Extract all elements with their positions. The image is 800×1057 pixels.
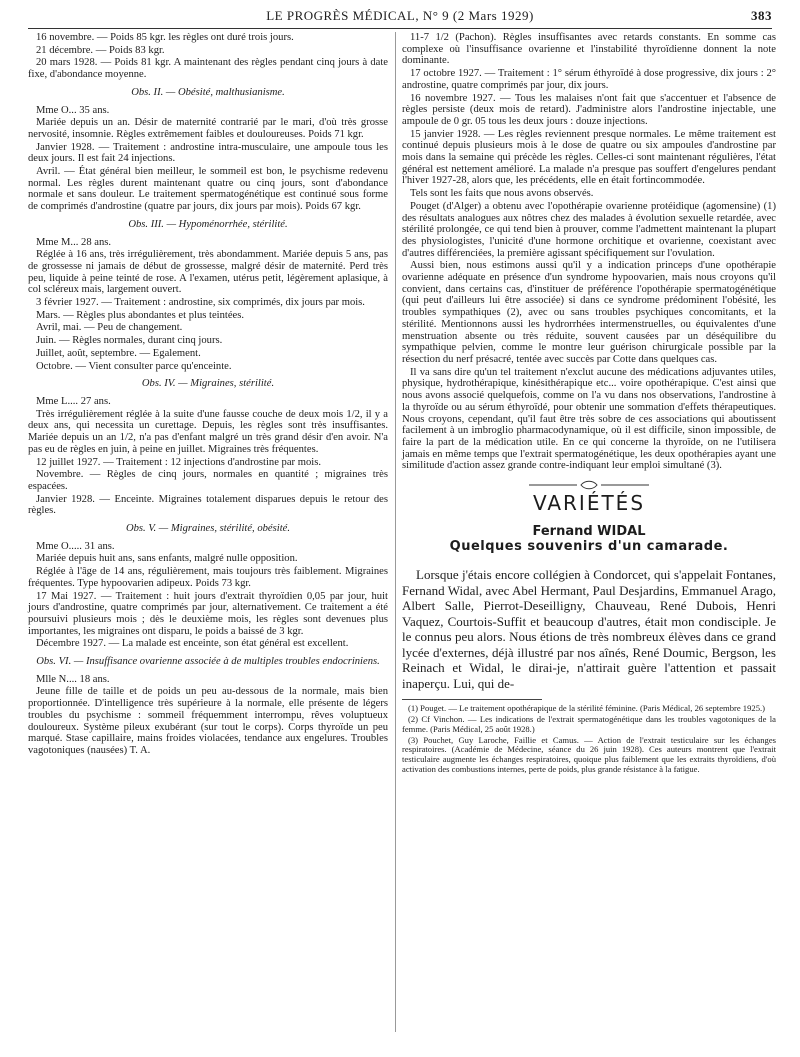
paragraph: 17 Mai 1927. — Traitement : huit jours d'extrait thyroïdien 0,05 par jour, huit jours d'androstine, quatre comprimés par jour, alternativement. Ce traitement a été poursuivi plusieurs mois ; dès le deuxième mois, les règles sont devenues plus importantes, les migraines ont disparu, le poids a baissé de 3 kgr.	[28, 590, 388, 637]
observation-heading: Obs. II. — Obésité, malthusianisme.	[131, 86, 285, 98]
page-number: 383	[751, 8, 772, 23]
paragraph: 11-7 1/2 (Pachon). Règles insuffisantes avec retards constants. En somme cas complexe où l'insuffisance ovarienne et l'instabilité thyroïdienne donnent la note dominante.	[402, 32, 776, 67]
paragraph: 20 mars 1928. — Poids 81 kgr. A maintenant des règles pendant cinq jours à date fixe, d'abondance moyenne.	[28, 57, 388, 81]
right-column	[402, 32, 776, 776]
article-author: Fernand WIDAL	[532, 523, 646, 539]
paragraph: Mme L.... 27 ans.	[36, 395, 111, 407]
section-title: VARIÉTÉS	[532, 491, 646, 516]
paragraph: Avril. — État général bien meilleur, le sommeil est bon, le psychisme redevenu normal. Les règles durent maintenant quatre ou cinq jours, sont d'abondance normale et sans douleur. Le traitement spermatogénétique est continué sous forme de comprimés d'androstine (quatre par jours, dix jours par mois). Poids 67 kgr.	[28, 166, 388, 213]
paragraph: 21 décembre. — Poids 83 kgr.	[36, 44, 165, 56]
paragraph: 12 juillet 1927. — Traitement : 12 injections d'androstine par mois.	[36, 456, 321, 468]
right-column-text	[402, 32, 776, 472]
paragraph: 16 novembre 1927. — Tous les malaises n'ont fait que s'accentuer et l'absence de règles persiste (deux mois de retard). J'administre alors l'androstine injectable, une ampoule de 0 gr. 05 tous les deux jours : douze injections.	[402, 92, 776, 127]
paragraph: Mme O... 35 ans.	[36, 104, 110, 116]
article-paragraph: Lorsque j'étais encore collégien à Condorcet, qui s'appelait Fontanes, Fernand Widal, avec Abel Hermant, Paul Desjardins, Emmanuel Arago, Albert Salle, Pierrot-Deseilligny, Chauveau, René Dubois, Henri Vaquez, Courtois-Suffit et beaucoup d'autres, était mon condisciple. Je le connus peu alors. Nous étions de très nombreux élèves dans ce grand lycée d'externes, déjà illustré par nos aînés, René Doumic, Bergson, les Reinach et Widal, le dirai-je, n'attirait guère l'attention et passait inaperçu. Lui, qui de-	[402, 567, 776, 691]
paragraph: Mlle N.... 18 ans.	[36, 673, 110, 685]
paragraph: Aussi bien, nous estimons aussi qu'il y a indication princeps d'une opothérapie ovarienne adéquate en présence d'un syndrome hypoovarien, mais nous croyons qu'il convient, dans certains cas, d'instituer de préférence l'opothérapie spermatogénétique (qui peut d'ailleurs lui être associée) si dans ce syndrome prédominent l'obésité, les troubles sympathiques (2), avec ou sans troubles psychiques concomitants, et la stérilité. Mentionnons aussi les hydrorrhées intermenstruelles, ou équivalentes d'une menstruation absente ou très réduite, souvent causées par un déséquilibre du sympathique pelvien, comme le montre leur guérison chirurgicale possible par la résection du nerf présacré, tentée avec succès par Cotte dans quelques cas.	[402, 260, 776, 365]
section-separator	[402, 480, 776, 490]
footnotes	[402, 704, 776, 775]
paragraph: Mariée depuis huit ans, sans enfants, malgré nulle opposition.	[36, 553, 298, 565]
column-divider	[395, 32, 396, 1032]
paragraph: Il va sans dire qu'un tel traitement n'exclut aucune des médications adjuvantes utiles, physique, hydrothérapique, kinésithérapique etc... voire opothérapique. C'est ainsi que nous avons associé quelquefois, comme on l'a vu dans nos observations, l'androstine à la thyroïde ou au sérum éthyroïdé, pour obtenir une sommation d'effets thérapeutiques. Nous croyons, cependant, qu'il faut être très sobre de ces associations qui aboutissent facilement à un imbroglio pharmacodynamique, où il est difficile, sinon impossible, de faire la part de la médication utile. En ce qui concerne la thyroïde, on ne l'utilisera jamais en même temps que l'extrait spermatogénétique, les deux opothérapies ayant une similitude d'action assez grande contre-indiquant leur emploi simultané (3).	[402, 366, 776, 472]
footnote: (3) Pouchet, Guy Laroche, Faillie et Camus. — Action de l'extrait testiculaire sur les échanges respiratoires. (Académie de Médecine, séance du 26 juin 1928). Ces auteurs montrent que l'extrait testiculaire augmente les échanges respiratoires, quoique plus faiblement que les extraits thyroïdiens, d'où activation des combustions internes, perte de poids, plus grande résistance à la fatigue.	[402, 734, 776, 774]
paragraph: Tels sont les faits que nous avons observés.	[410, 188, 594, 200]
journal-title: LE PROGRÈS MÉDICAL, N° 9 (2 Mars 1929)	[266, 8, 534, 23]
paragraph: 15 janvier 1928. — Les règles reviennent presque normales. Le même traitement est continué depuis plusieurs mois à le dose de quatre ou six ampoules d'androstine par mois dans la semaine qui précède les règles. Celles-ci sont maintenant régulières, l'état général est nettement amélioré. La malade n'a presque pas souffert d'engelures pendant l'hiver 1927-28, alors que, les précédents, elle en était fortincommodée.	[402, 128, 776, 187]
paragraph: Réglée à 16 ans, très irrégulièrement, très abondamment. Mariée depuis 5 ans, pas de grossesse ni jamais de début de grossesse, malgré désir de maternité. Perd très peu, liquide à peine teinté de rose. A l'examen, utérus petit, légèrement aplasique, à col scléreux mais, largement ouvert.	[28, 249, 388, 296]
footnote: (1) Pouget. — Le traitement opothérapique de la stérilité féminine. (Paris Médical, 26 septembre 1925.)	[408, 703, 766, 714]
paragraph: Janvier 1928. — Enceinte. Migraines totalement disparues depuis le retour des règles.	[28, 493, 388, 517]
header-rule	[28, 28, 772, 29]
paragraph: Juillet, août, septembre. — Egalement.	[36, 347, 201, 359]
observation-heading: Obs. III. — Hypoménorrhée, stérilité.	[128, 218, 288, 230]
paragraph: Octobre. — Vient consulter parce qu'enceinte.	[36, 360, 232, 372]
paragraph: Novembre. — Règles de cinq jours, normales en quantité ; migraines très espacées.	[28, 469, 388, 492]
paragraph: Très irrégulièrement réglée à la suite d'une fausse couche de deux mois 1/2, il y a deux ans, qui necessita un curettage. Depuis, les règles sont très insuffisantes. Mariée depuis un an 1/2, n'a pas d'enfant malgré un très grand désir d'en avoir. N'a pas eu de règles en juin, à peine en juillet. Migraines très fréquentes.	[28, 408, 388, 455]
article-body	[402, 567, 776, 691]
paragraph: Juin. — Règles normales, durant cinq jours.	[36, 335, 223, 347]
paragraph: Avril, mai. — Peu de changement.	[36, 322, 183, 334]
paragraph: Mme O..... 31 ans.	[36, 540, 115, 552]
paragraph: Jeune fille de taille et de poids un peu au-dessous de la normale, mais bien proportionnée. D'intelligence très supérieure à la normale, elle présente de légers troubles du psychisme : sommeil fréquemment interrompu, rêves voluptueux douloureux. Système pileux exubérant (sur tout le corps). Corps thyroïde un peu marqué. Stase capillaire, mains froides violacées, tendance aux engelures. Troubles vagotoniques (nausées) T. A.	[28, 686, 388, 756]
paragraph: Janvier 1928. — Traitement : androstine intra-musculaire, une ampoule tous les deux jours. Il est fait 24 injections.	[28, 141, 388, 165]
paragraph: Réglée à l'âge de 14 ans, régulièrement, mais toujours très faiblement. Migraines fréquentes. Type hypoovarien adipeux. Poids 73 kgr.	[28, 566, 388, 589]
paragraph: 16 novembre. — Poids 85 kgr. les règles ont duré trois jours.	[36, 32, 294, 43]
paragraph: 17 octobre 1927. — Traitement : 1° sérum éthyroïdé à dose progressive, dix jours : 2° androstine, quatre comprimés par jour, dix jours.	[402, 68, 776, 91]
footnote: (2) Cf Vinchon. — Les indications de l'extrait spermatogénétique dans les troubles vagotoniques de la femme. (Paris Médical, 25 août 1928.)	[402, 713, 776, 734]
paragraph: Décembre 1927. — La malade est enceinte, son état général est excellent.	[36, 638, 349, 650]
paragraph: Mariée depuis un an. Désir de maternité contrarié par le mari, d'où très grosse nervosité, insomnie. Règles extrêmement faibles et douloureuses. Poids 71 kgr.	[28, 117, 388, 140]
footnote-rule	[402, 699, 542, 700]
paragraph: 3 février 1927. — Traitement : androstine, six comprimés, dix jours par mois.	[36, 297, 365, 309]
page-header	[28, 8, 772, 26]
paragraph: Mars. — Règles plus abondantes et plus teintées.	[36, 309, 245, 321]
left-column	[28, 32, 388, 758]
article-subtitle: Quelques souvenirs d'un camarade.	[449, 539, 729, 555]
observation-heading: Obs. VI. — Insuffisance ovarienne associée à de multiples troubles endocriniens.	[36, 656, 380, 668]
observation-heading: Obs. IV. — Migraines, stérilité.	[141, 378, 275, 390]
paragraph: Pouget (d'Alger) a obtenu avec l'opothérapie ovarienne protéidique (agomensine) (1) des résultats analogues aux nôtres chez des malades à évolution sexuelle retardée, avec stérilité prolongée, ce qui tend bien à prouver, comme l'admettent maintenant la plupart des physiologistes, l'unicité d'une hormone orchitique et ovarienne, coexistant avec d'autres différenciées, la première agissant spécifiquement sur l'ovulation.	[402, 200, 776, 259]
observation-heading: Obs. V. — Migraines, stérilité, obésité.	[125, 523, 290, 535]
paragraph: Mme M... 28 ans.	[36, 236, 112, 248]
